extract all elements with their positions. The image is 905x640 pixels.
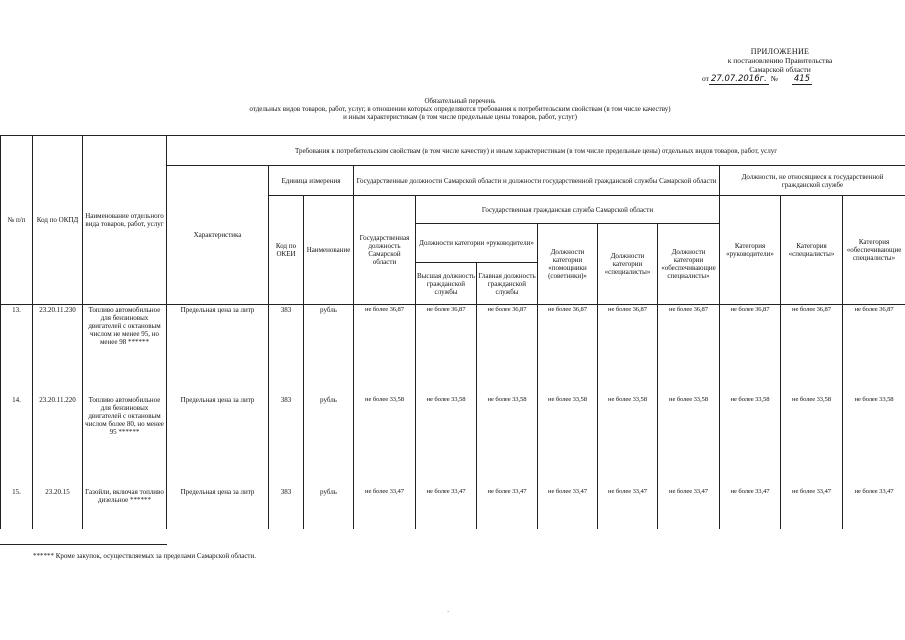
row-unit: рубль xyxy=(304,487,354,529)
header-gov-position: Государственная должность Самарской области xyxy=(354,196,416,305)
title-line-1: Обязательный перечень xyxy=(424,97,496,105)
approval-block xyxy=(700,47,860,84)
row-value: не более 36,87 xyxy=(598,305,658,396)
row-value: не более 36,87 xyxy=(538,305,598,396)
header-characteristic: Характеристика xyxy=(167,166,269,305)
header-support-specialists: Должности категории «обеспечивающие специалисты» xyxy=(658,224,720,305)
header-unit: Единица измерения xyxy=(269,166,354,196)
row-value: не более 33,47 xyxy=(843,487,905,529)
row-value: не более 33,47 xyxy=(598,487,658,529)
row-value: не более 33,58 xyxy=(598,395,658,487)
header-cat-support: Категория «обеспечивающие специалисты» xyxy=(843,196,905,305)
row-value: не более 33,47 xyxy=(781,487,843,529)
row-num: 14. xyxy=(1,395,33,487)
row-value: не более 33,47 xyxy=(720,487,781,529)
document-title xyxy=(120,97,800,121)
row-value: не более 33,58 xyxy=(658,395,720,487)
approval-date-line xyxy=(700,74,860,84)
row-value: не более 33,58 xyxy=(781,395,843,487)
row-okpd: 23.20.15 xyxy=(33,487,83,529)
header-main: Главная должность гражданской службы xyxy=(478,271,536,296)
row-characteristic: Предельная цена за литр xyxy=(167,395,269,487)
header-unit-name: Наименование xyxy=(304,196,354,305)
row-okpd: 23.20.11.220 xyxy=(33,395,83,487)
header-gov-positions: Государственные должности Самарской области и должности государственной гражданской службы Самарской области xyxy=(354,166,720,196)
row-value: не более 33,58 xyxy=(720,395,781,487)
row-value: не более 33,47 xyxy=(477,487,538,529)
row-num: 15. xyxy=(1,487,33,529)
row-product-name: Топливо автомобильное для бензиновых двигателей с октановым числом более 80, но менее 95 ****** xyxy=(83,395,167,487)
header-num: № п/п xyxy=(1,136,33,305)
row-value: не более 33,47 xyxy=(416,487,477,529)
approval-line-2: Самарской области xyxy=(749,65,811,74)
header-heads-group xyxy=(416,224,538,305)
header-non-civil: Должности, не относящиеся к государственной гражданской службе xyxy=(720,166,905,196)
row-value: не более 33,47 xyxy=(538,487,598,529)
row-value: не более 36,87 xyxy=(416,305,477,396)
row-product-name: Топливо автомобильное для бензиновых двигателей с октановым числом не менее 95, но менее 98 ****** xyxy=(83,305,167,396)
row-value: не более 33,58 xyxy=(538,395,598,487)
header-product-name: Наименование отдельного вида товаров, работ, услуг xyxy=(83,136,167,305)
title-line-3: и иным характеристикам (в том числе предельные цены товаров, работ, услуг) xyxy=(343,113,577,121)
header-cat-heads: Категория «руководители» xyxy=(720,196,781,305)
approval-number-label: № xyxy=(770,74,778,83)
row-value: не более 36,87 xyxy=(843,305,905,396)
row-value: не более 36,87 xyxy=(720,305,781,396)
row-num: 13. xyxy=(1,305,33,396)
row-value: не более 36,87 xyxy=(354,305,416,396)
footnote-divider xyxy=(0,544,167,545)
row-value: не более 36,87 xyxy=(658,305,720,396)
header-cat-specialists: Категория «специалисты» xyxy=(781,196,843,305)
row-value: не более 33,58 xyxy=(843,395,905,487)
row-characteristic: Предельная цена за литр xyxy=(167,487,269,529)
row-value: не более 33,47 xyxy=(354,487,416,529)
row-value: не более 33,58 xyxy=(354,395,416,487)
header-civil-service: Государственная гражданская служба Самарской области xyxy=(416,196,720,224)
row-value: не более 33,58 xyxy=(416,395,477,487)
header-highest: Высшая должность гражданской службы xyxy=(416,263,477,304)
row-value: не более 36,87 xyxy=(477,305,538,396)
header-specialists: Должности категории «специалисты» xyxy=(598,224,658,305)
header-heads: Должности категории «руководители» xyxy=(416,224,537,263)
row-value: не более 33,47 xyxy=(658,487,720,529)
approval-date: 27.07.2016г. xyxy=(710,74,767,84)
header-okei: Код по ОКЕИ xyxy=(269,196,304,305)
row-characteristic: Предельная цена за литр xyxy=(167,305,269,396)
row-value: не более 33,58 xyxy=(477,395,538,487)
footnote: ****** Кроме закупок, осуществляемых за пределами Самарской области. xyxy=(33,552,256,560)
row-okei: 383 xyxy=(269,395,304,487)
requirements-table xyxy=(0,135,905,529)
row-okei: 383 xyxy=(269,305,304,396)
header-okpd: Код по ОКПД xyxy=(33,136,83,305)
row-product-name: Газойли, включая топливо дизельное ****** xyxy=(83,487,167,529)
table-row xyxy=(1,395,905,487)
table-row xyxy=(1,487,905,529)
row-unit: рубль xyxy=(304,395,354,487)
approval-line-1: к постановлению Правительства xyxy=(727,56,833,65)
approval-heading: ПРИЛОЖЕНИЕ xyxy=(750,47,810,56)
row-unit: рубль xyxy=(304,305,354,396)
header-assistants: Должности категории «помощники (советники)» xyxy=(538,224,598,305)
approval-number: 415 xyxy=(793,74,811,84)
row-value: не более 36,87 xyxy=(781,305,843,396)
table-row xyxy=(1,305,905,396)
title-line-2: отдельных видов товаров, работ, услуг, в отношении которых определяются требования к потребительским свойствам (в том числе качеству) xyxy=(249,105,671,113)
header-requirements: Требования к потребительским свойствам (в том числе качеству) и иным характеристикам (в том числе предельные цены) отдельных видов товаров, работ, услуг xyxy=(167,136,905,166)
row-okei: 383 xyxy=(269,487,304,529)
approval-from-label: от xyxy=(702,74,709,83)
scan-mark: ` xyxy=(447,610,450,618)
row-okpd: 23.20.11.230 xyxy=(33,305,83,396)
